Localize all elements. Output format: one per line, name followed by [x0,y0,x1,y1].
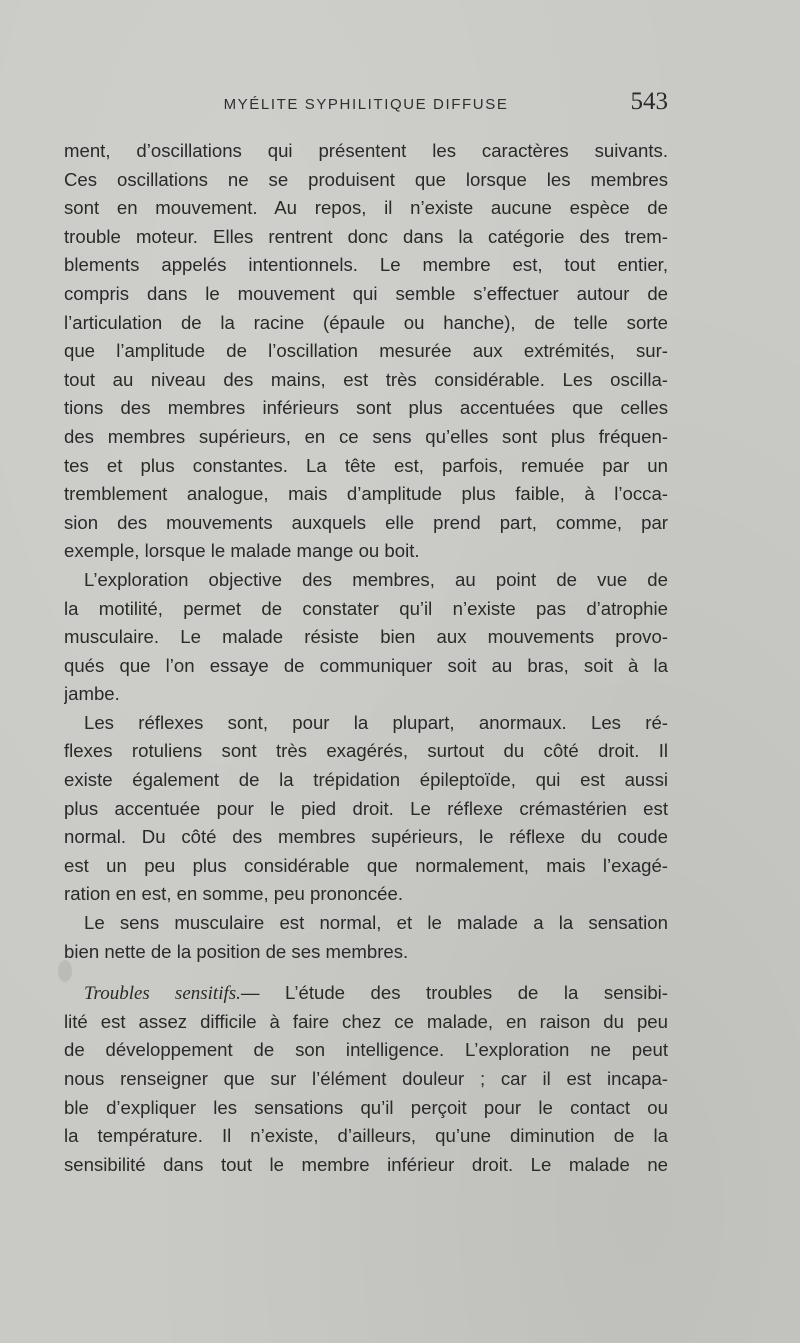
text-line: l’articulation de la racine (épaule ou hanche), de telle sorte [64,311,668,333]
text-line: que l’amplitude de l’oscillation mesurée aux extrémités, sur- [64,340,668,362]
text-line: la motilité, permet de constater qu’il n’existe pas d’atrophie [64,597,668,619]
section-heading: Troubles sensitifs. [84,983,241,1005]
text-line: L’exploration objective des membres, au point de vue de [84,568,668,590]
text-line: tremblement analogue, mais d’amplitude plus faible, à l’occa- [64,483,668,505]
text-line: ment, d’oscillations qui présentent les caractères suivants. [64,140,668,161]
text-line: nous renseigner que sur l’élément douleur ; car il est incapa- [64,1068,668,1089]
text-line: lité est assez difficile à faire chez ce malade, en raison du peu [64,1010,668,1032]
text-line [64,979,668,1008]
text-line: est un peu plus considérable que normalement, mais l’exagé- [64,854,668,876]
text-line: la température. Il n’existe, d’ailleurs, qu’une diminution de la [64,1125,668,1147]
text-line: Le sens musculaire est normal, et le malade a la sensation [84,912,668,934]
paragraph [64,909,668,966]
text-line: ration en est, en somme, peu prononcée. [64,883,404,905]
text-line: Les réflexes sont, pour la plupart, anormaux. Les ré- [84,711,668,733]
text-line: flexes rotuliens sont très exagérés, surtout du côté droit. Il [64,740,668,762]
text-line: musculaire. Le malade résiste bien aux mouvements provo- [64,626,668,648]
text-line: Ces oscillations ne se produisent que lorsque les membres [64,168,668,190]
text-line: normal. Du côté des membres supérieurs, le réflexe du coude [64,826,668,848]
text-line: bien nette de la position de ses membres. [64,940,409,962]
text-line: tout au niveau des mains, est très considérable. Les oscilla- [64,368,668,390]
text-line: blements appelés intentionnels. Le membre est, tout entier, [64,254,668,276]
text-line: jambe. [64,683,120,705]
text-line: de développement de son intelligence. L’exploration ne peut [64,1039,668,1061]
text-line: sion des mouvements auxquels elle prend part, comme, par [64,511,668,533]
text-line: tions des membres inférieurs sont plus accentuées que celles [64,397,668,419]
text-line: sont en mouvement. Au repos, il n’existe aucune espèce de [64,197,668,219]
paragraph [64,137,668,566]
text-line: sensibilité dans tout le membre inférieur droit. Le malade ne [64,1153,668,1175]
text-line: ble d’expliquer les sensations qu’il perçoit pour le contact ou [64,1096,668,1118]
text-line: compris dans le mouvement qui semble s’effectuer autour de [64,282,668,304]
text-line: exemple, lorsque le malade mange ou boit. [64,540,420,562]
text-line: existe également de la trépidation épileptoïde, qui est aussi [64,769,668,791]
paragraph [64,566,668,709]
page-number: 543 [630,88,668,115]
text-line: trouble moteur. Elles rentrent donc dans la catégorie des trem- [64,225,668,247]
paragraph [64,709,668,909]
body-text [64,137,668,1179]
text-line: tes et plus constantes. La tête est, parfois, remuée par un [64,454,668,476]
text-line: qués que l’on essaye de communiquer soit au bras, soit à la [64,654,668,676]
running-title: MYÉLITE SYPHILITIQUE DIFFUSE [223,96,509,113]
running-head [64,88,668,118]
text-line: plus accentuée pour le pied droit. Le réflexe crémastérien est [64,797,668,819]
paragraph [64,979,668,1179]
text-line: des membres supérieurs, en ce sens qu’elles sont plus fréquen- [64,425,668,447]
heading-continuation: — L’étude des troubles de la sensibi- [240,982,668,1004]
